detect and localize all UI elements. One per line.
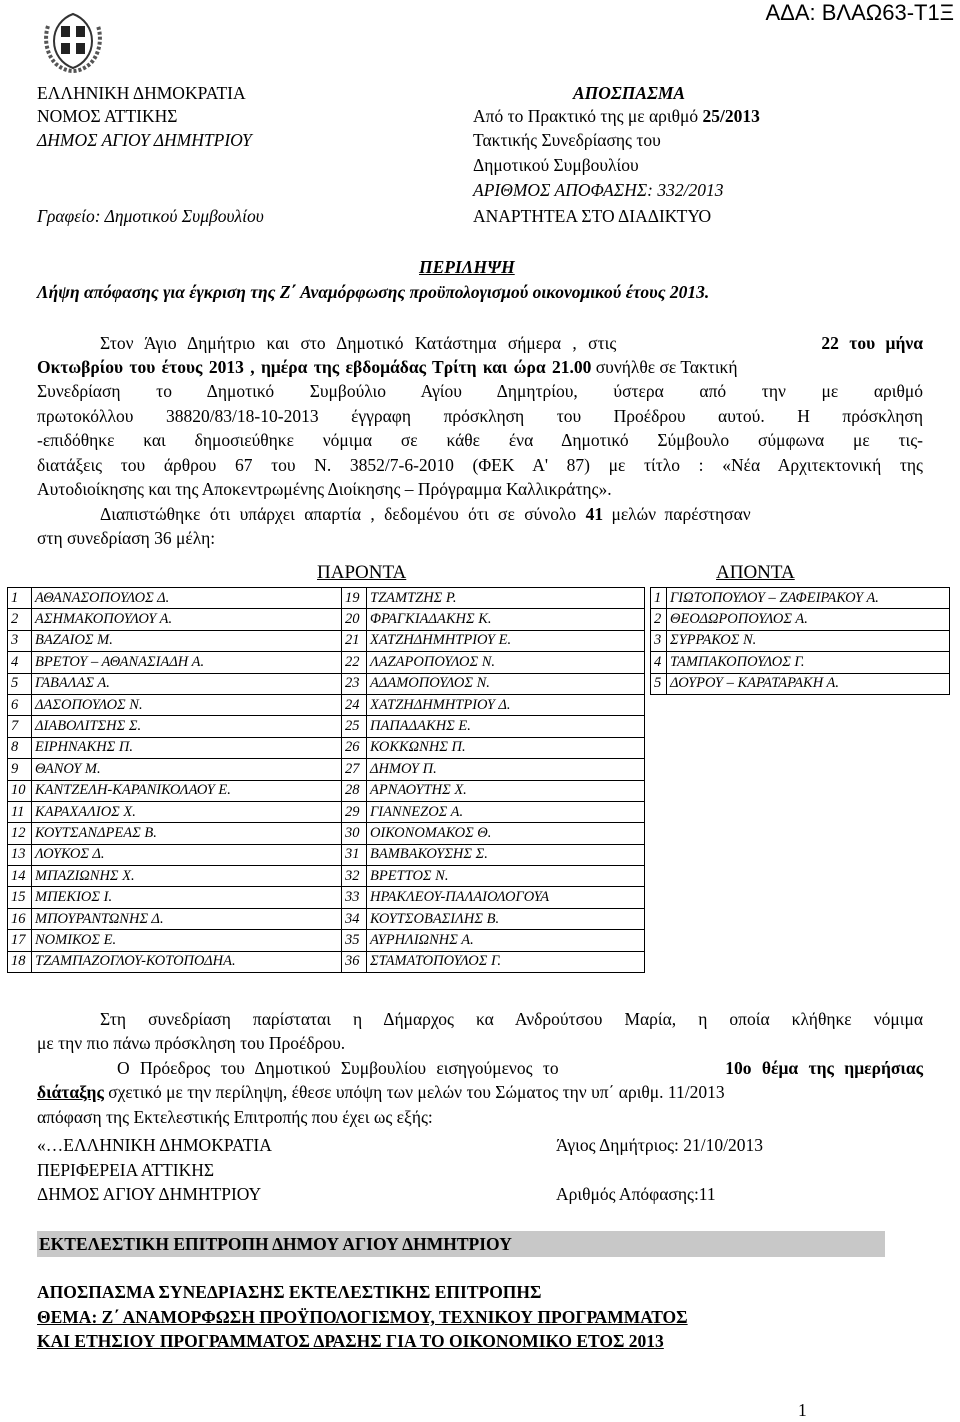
present-number: 10 — [8, 780, 32, 801]
present-name: ΒΡΕΤΤΟΣ Ν. — [367, 866, 645, 887]
agenda-item: 10ο θέμα της ημερήσιας — [725, 1058, 923, 1078]
absent-name — [667, 694, 950, 715]
body-line-4: πρωτοκόλλου 38820/83/18-10-2013 έγγραφη πρόσκληση του Προέδρου αυτού. Η πρόσκληση — [37, 406, 923, 426]
present-name: ΚΟΥΤΣΟΒΑΣΙΛΗΣ Β. — [367, 908, 645, 929]
minutes-number: 25/2013 — [702, 106, 760, 126]
mayor-line-1 — [37, 1009, 923, 1030]
item-line-2 — [37, 1082, 923, 1103]
meeting-day: 22 του μήνα — [821, 333, 923, 353]
present-name: ΑΣΗΜΑΚΟΠΟΥΛΟΥ Α. — [32, 609, 342, 630]
header-decision-number: ΑΡΙΘΜΟΣ ΑΠΟΦΑΣΗΣ: 332/2013 — [473, 180, 724, 200]
item-text-b: διάταξης — [37, 1082, 104, 1102]
absent-number: 2 — [651, 609, 667, 630]
absent-name — [667, 887, 950, 908]
present-name: ΓΙΑΝΝΕΖΟΣ Α. — [367, 801, 645, 822]
present-number: 20 — [342, 609, 367, 630]
quoted-region: ΠΕΡΙΦΕΡΕΙΑ ΑΤΤΙΚΗΣ — [37, 1160, 215, 1180]
header-minutes — [473, 106, 760, 127]
present-number: 12 — [8, 823, 32, 844]
present-number: 9 — [8, 759, 32, 780]
header-country: ΕΛΛΗΝΙΚΗ ΔΗΜΟΚΡΑΤΙΑ — [37, 83, 246, 103]
absent-name — [667, 759, 950, 780]
present-number: 32 — [342, 866, 367, 887]
absent-number — [651, 801, 667, 822]
present-number: 29 — [342, 801, 367, 822]
present-name: ΗΡΑΚΛΕΟΥ-ΠΑΛΑΙΟΛΟΓΟΥΑ — [367, 887, 645, 908]
summary-text: Λήψη απόφασης για έγκριση της Ζ΄ Αναμόρφωσης προϋπολογισμού οικονομικού έτους 2013. — [37, 282, 710, 302]
attendance-table — [7, 587, 950, 973]
attendance-body — [8, 588, 950, 973]
present-number: 15 — [8, 887, 32, 908]
present-number: 28 — [342, 780, 367, 801]
absent-name — [667, 951, 950, 972]
body-line-7: Αυτοδιοίκησης και της Αποκεντρωμένης Διοίκησης – Πρόγραμμα Καλλικράτης». — [37, 479, 612, 499]
present-number: 1 — [8, 588, 32, 609]
present-name: ΛΟΥΚΟΣ Δ. — [32, 844, 342, 865]
item-text-a: Ο Πρόεδρος του Δημοτικού Συμβουλίου εισηγούμενος το — [117, 1058, 559, 1078]
table-row — [8, 844, 950, 865]
absent-heading: ΑΠΟΝΤΑ — [716, 562, 795, 583]
quorum-text-c: στη συνεδρίαση — [37, 528, 155, 548]
present-name: ΜΠΕΚΙΟΣ Ι. — [32, 887, 342, 908]
present-number: 5 — [8, 673, 32, 694]
excerpt-heading: ΑΠΟΣΠΑΣΜΑ ΣΥΝΕΔΡΙΑΣΗΣ ΕΚΤΕΛΕΣΤΙΚΗΣ ΕΠΙΤΡΟΠΗΣ — [37, 1282, 542, 1302]
greek-coat-of-arms-icon — [40, 8, 106, 74]
table-row — [8, 759, 950, 780]
body-line-5: -επιδόθηκε και δημοσιεύθηκε νόμιμα σε κάθε ένα Δημοτικό Σύμβουλο σύμφωνα με τις- — [37, 430, 923, 450]
present-name: ΜΠΟΥΡΑΝΤΩΝΗΣ Δ. — [32, 908, 342, 929]
absent-number: 3 — [651, 630, 667, 651]
present-name: ΔΙΑΒΟΛΙΤΣΗΣ Σ. — [32, 716, 342, 737]
quorum-text-d: μέλη: — [171, 528, 216, 548]
absent-number — [651, 887, 667, 908]
present-name: ΠΑΠΑΔΑΚΗΣ Ε. — [367, 716, 645, 737]
quoted-municipality: ΔΗΜΟΣ ΑΓΙΟΥ ΔΗΜΗΤΡΙΟΥ — [37, 1184, 262, 1204]
present-number: 14 — [8, 866, 32, 887]
table-row — [8, 823, 950, 844]
absent-name: ΓΙΩΤΟΠΟΥΛΟΥ – ΖΑΦΕΙΡΑΚΟΥ Α. — [667, 588, 950, 609]
present-number: 7 — [8, 716, 32, 737]
present-name: ΑΥΡΗΛΙΩΝΗΣ Α. — [367, 930, 645, 951]
present-number: 11 — [8, 801, 32, 822]
quorum-total: 41 — [585, 504, 604, 524]
body-line-1-a: Στον Άγιο Δημήτριο και στο Δημοτικό Κατάστημα σήμερα , στις — [100, 333, 617, 353]
absent-name — [667, 801, 950, 822]
absent-name — [667, 716, 950, 737]
absent-number: 4 — [651, 652, 667, 673]
quorum-text-b: μελών παρέστησαν — [603, 504, 751, 524]
absent-number — [651, 930, 667, 951]
present-name: ΚΑΡΑΧΑΛΙΟΣ Χ. — [32, 801, 342, 822]
absent-name — [667, 866, 950, 887]
item-text-c: σχετικό με την περίληψη, έθεσε υπόψη των μελών του Σώματος την υπ΄ αριθμ. 11/2013 — [103, 1082, 725, 1102]
present-name: ΒΑΜΒΑΚΟΥΣΗΣ Σ. — [367, 844, 645, 865]
present-name: ΛΑΖΑΡΟΠΟΥΛΟΣ Ν. — [367, 652, 645, 673]
present-number: 22 — [342, 652, 367, 673]
table-row — [8, 609, 950, 630]
table-row — [8, 780, 950, 801]
present-number: 24 — [342, 694, 367, 715]
table-row — [8, 716, 950, 737]
quorum-line-1 — [37, 504, 923, 525]
quorum-line-2 — [37, 528, 923, 549]
minutes-prefix: Από το Πρακτικό της με αριθμό — [473, 106, 703, 126]
mayor-text-1: Στη συνεδρίαση παρίσταται η Δήμαρχος κα Ανδρούτσου Μαρία, η οποία κλήθηκε νόμιμα — [100, 1009, 923, 1029]
absent-number — [651, 823, 667, 844]
quoted-decision-number: Αριθμός Απόφασης:11 — [556, 1184, 716, 1204]
body-line-2 — [37, 357, 923, 378]
present-number: 16 — [8, 908, 32, 929]
present-number: 27 — [342, 759, 367, 780]
present-number: 19 — [342, 588, 367, 609]
present-name: ΣΤΑΜΑΤΟΠΟΥΛΟΣ Γ. — [367, 951, 645, 972]
present-name: ΧΑΤΖΗΔΗΜΗΤΡΙΟΥ Ε. — [367, 630, 645, 651]
present-number: 4 — [8, 652, 32, 673]
header-council: Δημοτικού Συμβουλίου — [473, 155, 639, 175]
absent-number — [651, 759, 667, 780]
present-number: 17 — [8, 930, 32, 951]
absent-number: 1 — [651, 588, 667, 609]
present-number: 30 — [342, 823, 367, 844]
body-line-2-b: συνήλθε σε Τακτική — [591, 357, 738, 377]
present-name: ΔΗΜΟΥ Π. — [367, 759, 645, 780]
table-row — [8, 737, 950, 758]
present-name: ΧΑΤΖΗΔΗΜΗΤΡΙΟΥ Δ. — [367, 694, 645, 715]
header-session-type: Τακτικής Συνεδρίασης του — [473, 130, 661, 150]
absent-number — [651, 951, 667, 972]
absent-number — [651, 780, 667, 801]
present-name: ΑΡΝΑΟΥΤΗΣ Χ. — [367, 780, 645, 801]
table-row — [8, 588, 950, 609]
table-row — [8, 652, 950, 673]
present-number: 26 — [342, 737, 367, 758]
page-number: 1 — [798, 1400, 807, 1420]
quoted-date: Άγιος Δημήτριος: 21/10/2013 — [556, 1135, 764, 1155]
header-prefecture: ΝΟΜΟΣ ΑΤΤΙΚΗΣ — [37, 106, 178, 126]
absent-name — [667, 908, 950, 929]
present-number: 35 — [342, 930, 367, 951]
present-name: ΒΡΕΤΟΥ – ΑΘΑΝΑΣΙΑΔΗ Α. — [32, 652, 342, 673]
body-line-3: Συνεδρίαση το Δημοτικό Συμβούλιο Αγίου Δημητρίου, ύστερα από την με αριθμό — [37, 381, 923, 401]
header-municipality: ΔΗΜΟΣ ΑΓΙΟΥ ΔΗΜΗΤΡΙΟΥ — [37, 130, 252, 150]
header-posting: ΑΝΑΡΤΗΤΕΑ ΣΤΟ ΔΙΑΔΙΚΤΥΟ — [473, 206, 712, 226]
present-name: ΒΑΖΑΙΟΣ Μ. — [32, 630, 342, 651]
present-name: ΔΑΣΟΠΟΥΛΟΣ Ν. — [32, 694, 342, 715]
table-row — [8, 801, 950, 822]
absent-name — [667, 844, 950, 865]
absent-number — [651, 737, 667, 758]
absent-number — [651, 908, 667, 929]
absent-name — [667, 930, 950, 951]
present-name: ΝΟΜΙΚΟΣ Ε. — [32, 930, 342, 951]
subject-line-1: ΘΕΜΑ: Ζ΄ ΑΝΑΜΟΡΦΩΣΗ ΠΡΟΫΠΟΛΟΓΙΣΜΟΥ, ΤΕΧΝΙΚΟΥ ΠΡΟΓΡΑΜΜΑΤΟΣ — [37, 1307, 688, 1327]
table-row — [8, 673, 950, 694]
table-row — [8, 866, 950, 887]
present-number: 8 — [8, 737, 32, 758]
present-name: ΑΘΑΝΑΣΟΠΟΥΛΟΣ Δ. — [32, 588, 342, 609]
quorum-present: 36 — [154, 528, 172, 548]
absent-name: ΣΥΡΡΑΚΟΣ Ν. — [667, 630, 950, 651]
present-number: 34 — [342, 908, 367, 929]
present-name: ΘΑΝΟΥ Μ. — [32, 759, 342, 780]
present-number: 3 — [8, 630, 32, 651]
absent-number — [651, 694, 667, 715]
meeting-date-time: Οκτωβρίου του έτους 2013 , ημέρα της εβδομάδας Τρίτη και ώρα 21.00 — [37, 357, 592, 377]
header-office: Γραφείο: Δημοτικού Συμβουλίου — [37, 206, 264, 226]
ada-code: ΑΔΑ: ΒΛΑΩ63-Τ1Ξ — [765, 0, 954, 25]
table-row — [8, 887, 950, 908]
absent-number: 5 — [651, 673, 667, 694]
quoted-country: «…ΕΛΛΗΝΙΚΗ ΔΗΜΟΚΡΑΤΙΑ — [37, 1135, 272, 1155]
table-row — [8, 694, 950, 715]
present-number: 6 — [8, 694, 32, 715]
absent-name: ΔΟΥΡΟΥ – ΚΑΡΑΤΑΡΑΚΗ Α. — [667, 673, 950, 694]
mayor-line-2: με την πιο πάνω πρόσκληση του Προέδρου. — [37, 1033, 346, 1053]
present-name: ΤΖΑΜΠΑΖΟΓΛΟΥ-ΚΟΤΟΠΟΔΗΑ. — [32, 951, 342, 972]
present-number: 33 — [342, 887, 367, 908]
table-row — [8, 951, 950, 972]
present-number: 31 — [342, 844, 367, 865]
present-name: ΑΔΑΜΟΠΟΥΛΟΣ Ν. — [367, 673, 645, 694]
present-number: 25 — [342, 716, 367, 737]
present-name: ΚΟΚΚΩΝΗΣ Π. — [367, 737, 645, 758]
present-number: 2 — [8, 609, 32, 630]
present-number: 23 — [342, 673, 367, 694]
present-name: ΓΑΒΑΛΑΣ Α. — [32, 673, 342, 694]
present-name: ΕΙΡΗΝΑΚΗΣ Π. — [32, 737, 342, 758]
header-excerpt-title: ΑΠΟΣΠΑΣΜΑ — [573, 83, 686, 103]
present-name: ΚΟΥΤΣΑΝΔΡΕΑΣ Β. — [32, 823, 342, 844]
absent-name — [667, 737, 950, 758]
present-number: 13 — [8, 844, 32, 865]
quorum-text-a: Διαπιστώθηκε ότι υπάρχει απαρτία , δεδομένου ότι σε σύνολο — [100, 504, 586, 524]
body-line-6: διατάξεις του άρθρου 67 του Ν. 3852/7-6-2010 (ΦΕΚ Α' 87) με τίτλο : «Νέα Αρχιτεκτονική της — [37, 455, 923, 475]
table-row — [8, 930, 950, 951]
present-number: 36 — [342, 951, 367, 972]
absent-number — [651, 844, 667, 865]
present-name: ΜΠΑΖΙΩΝΗΣ Χ. — [32, 866, 342, 887]
present-number: 18 — [8, 951, 32, 972]
summary-heading: ΠΕΡΙΛΗΨΗ — [419, 257, 515, 277]
subject-line-2: ΚΑΙ ΕΤΗΣΙΟΥ ΠΡΟΓΡΑΜΜΑΤΟΣ ΔΡΑΣΗΣ ΓΙΑ ΤΟ ΟΙΚΟΝΟΜΙΚΟ ΕΤΟΣ 2013 — [37, 1331, 664, 1351]
absent-number — [651, 866, 667, 887]
present-name: ΟΙΚΟΝΟΜΑΚΟΣ Θ. — [367, 823, 645, 844]
present-name: ΚΑΝΤΖΕΛΗ-ΚΑΡΑΝΙΚΟΛΑΟΥ Ε. — [32, 780, 342, 801]
absent-name — [667, 823, 950, 844]
absent-name: ΤΑΜΠΑΚΟΠΟΥΛΟΣ Γ. — [667, 652, 950, 673]
present-name: ΦΡΑΓΚΙΑΔΑΚΗΣ Κ. — [367, 609, 645, 630]
item-line-3: απόφαση της Εκτελεστικής Επιτροπής που έχει ως εξής: — [37, 1107, 433, 1127]
committee-banner-text: ΕΚΤΕΛΕΣΤΙΚΗ ΕΠΙΤΡΟΠΗ ΔΗΜΟΥ ΑΓΙΟΥ ΔΗΜΗΤΡΙΟΥ — [39, 1234, 512, 1254]
absent-name: ΘΕΟΔΩΡΟΠΟΥΛΟΣ Α. — [667, 609, 950, 630]
present-name: ΤΖΑΜΤΖΗΣ Ρ. — [367, 588, 645, 609]
absent-name — [667, 780, 950, 801]
absent-number — [651, 716, 667, 737]
table-row — [8, 630, 950, 651]
present-heading: ΠΑΡΟΝΤΑ — [317, 562, 407, 583]
table-row — [8, 908, 950, 929]
present-number: 21 — [342, 630, 367, 651]
